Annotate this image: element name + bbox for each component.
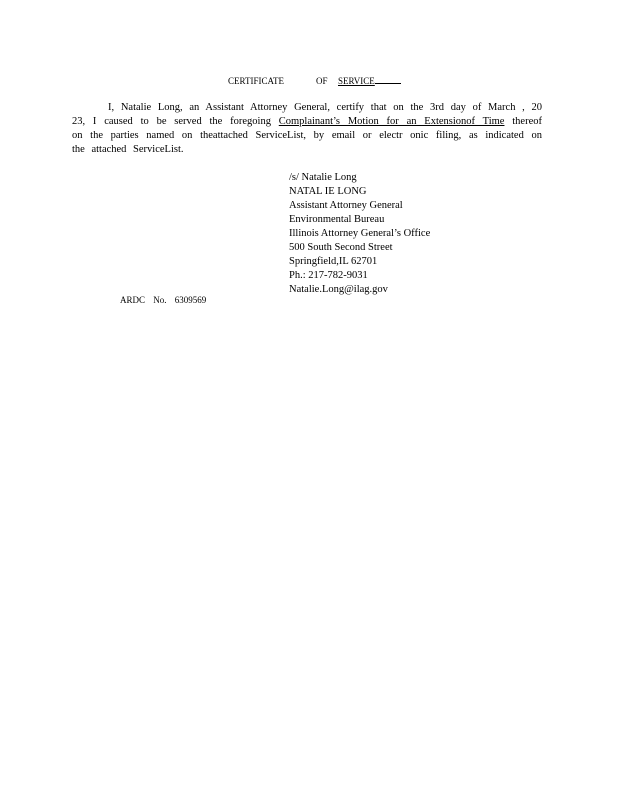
paragraph-text-end: thereof on the parties named on theattached ServiceList, by email or electr onic filing, as indicated on the attached ServiceList. <box>72 116 542 155</box>
paragraph-text-start: I, Natalie Long, an Assistant Attorney General, certify that on the 3rd day of March , 20 23, I caused to be served the foregoing <box>72 102 542 127</box>
title-underline-extension <box>375 74 401 84</box>
title-word-of: OF <box>316 76 328 86</box>
title-word-service: SERVICE <box>338 76 375 86</box>
certificate-title <box>228 74 390 87</box>
signer-office: Illinois Attorney General’s Office <box>289 228 431 239</box>
electronic-signature: /s/ Natalie Long <box>289 172 357 183</box>
signer-bureau: Environmental Bureau <box>289 214 385 225</box>
signature-block <box>289 171 489 297</box>
city-state-zip: Springfield,IL 62701 <box>289 256 378 267</box>
title-word-certificate: CERTIFICATE <box>228 76 284 86</box>
phone-number: Ph.: 217-782-9031 <box>289 270 368 281</box>
email-address: Natalie.Long@ilag.gov <box>289 284 388 295</box>
signer-name: NATAL IE LONG <box>289 186 367 197</box>
signer-title: Assistant Attorney General <box>289 200 403 211</box>
street-address: 500 South Second Street <box>289 242 393 253</box>
motion-title: Complainant’s Motion for an Extensionof Time <box>278 116 505 127</box>
ardc-number: ARDC No. 6309569 <box>120 295 207 305</box>
certification-paragraph <box>72 101 542 157</box>
